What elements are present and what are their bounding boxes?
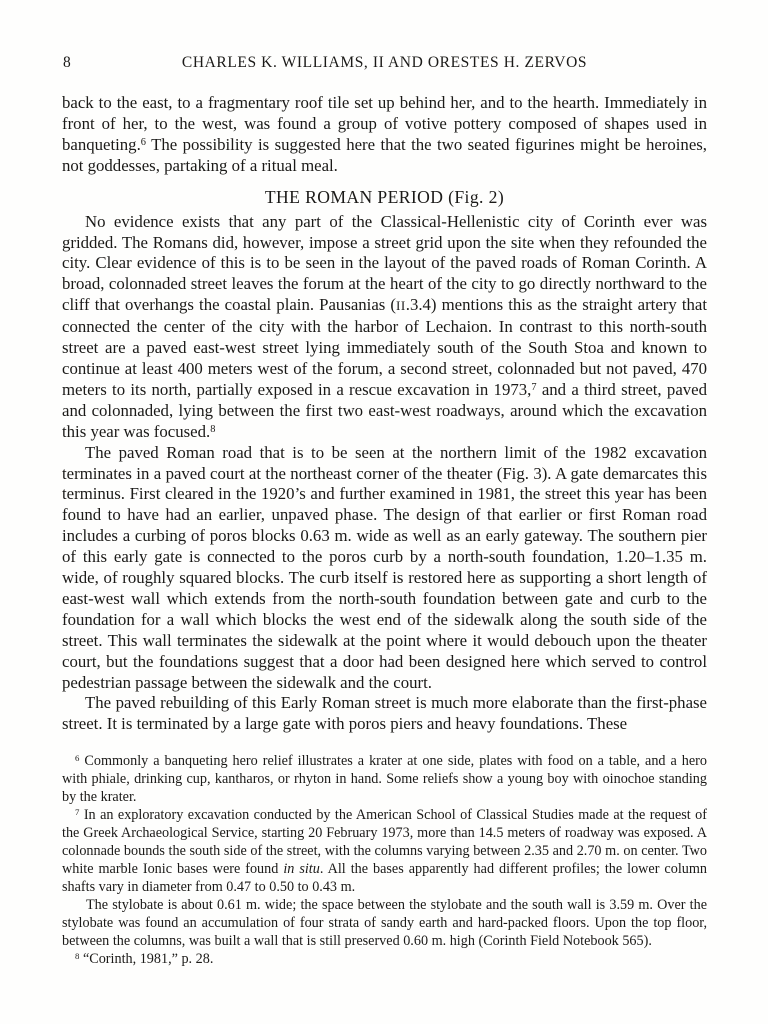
running-head: CHARLES K. WILLIAMS, II AND ORESTES H. ZERVOS xyxy=(181,54,588,71)
footnote-6-marker: 6 xyxy=(75,753,80,764)
paragraph-continuation xyxy=(62,93,707,177)
paragraph-paved-road: The paved Roman road that is to be seen at the northern limit of the 1982 excavation terminates in a paved court at the northeast corner of the theater (Fig. 3). A gate demarcates this terminus. First cleared in the 1920’s and further examined in 1981, the street this year has been found to have had an earlier, unpaved phase. The design of that earlier or first Roman road includes a curbing of poros blocks 0.63 m. wide as well as an early gateway. The southern pier of this early gate is connected to the poros curb by a north-south foundation, 1.20–1.35 m. wide, of roughly squared blocks. The curb itself is restored here as supporting a short length of east-west wall which extends from the north-south foundation between gate and curb to the foundation for a wall which blocks the west end of the sidewalk along the south side of the street. This wall terminates the sidewalk at the point where it would debouch upon the theater court, but the foundations suggest that a door had been designed here which served to control pedestrian passage between the sidewalk and the court. xyxy=(62,442,707,692)
page-header xyxy=(62,54,707,71)
text-column xyxy=(62,54,707,968)
footnote-8 xyxy=(62,950,707,968)
footnote-ref-6: 6 xyxy=(140,137,146,149)
footnote-8-marker: 8 xyxy=(75,951,80,962)
text-run: In an exploratory excavation conducted by the American School of Classical Studies made at the request of the Greek Archaeological Service, starting 20 February 1973, more than 14.5 meters of roadway was exposed. A colonnade bounds the south side of the street, with the columns varying between 2.35 and 2.70 m. on center. Two white marble Ionic bases were found xyxy=(62,807,707,878)
text-run: Commonly a banqueting hero relief illustrates a krater at one side, plates with food on a table, and a hero with phiale, drinking cup, kantharos, or rhyton in hand. Some reliefs show a young boy with oinochoe standing by the krater. xyxy=(62,753,707,806)
italic-phrase: in situ xyxy=(283,861,320,878)
page-number: 8 xyxy=(63,54,71,71)
text-run: No evidence exists that any part of the Classical-Hellenistic city of Corinth ever was gridded. The Romans did, however, impose a street grid upon the site when they refounded the city. Clear evidence of this is to be seen in the layout of the paved roads of Roman Corinth. A broad, colonnaded street leaves the forum at the heart of the city to go directly northward to the cliff that overhangs the coastal plain. Pausanias ( xyxy=(62,211,707,315)
text-run: . All the bases apparently had different profiles; the lower column shafts vary in diameter from 0.47 to 0.50 to 0.43 m. xyxy=(62,861,707,896)
footnote-6 xyxy=(62,752,707,806)
footnote-7-continued: The stylobate is about 0.61 m. wide; the space between the stylobate and the south wall is 3.59 m. Over the stylobate was found an accumulation of four strata of sandy earth and hard-packed floors. Upon the top floor, between the columns, was built a wall that is still preserved 0.60 m. high (Corinth Field Notebook 565). xyxy=(62,897,707,950)
footnote-ref-8: 8 xyxy=(210,424,216,436)
footnote-7-marker: 7 xyxy=(75,807,80,818)
section-heading: THE ROMAN PERIOD (Fig. 2) xyxy=(264,186,505,207)
text-run: and a third street, paved and colonnaded, lying between the first two east-west roadways, around which the excavation this year was focused. xyxy=(62,379,707,441)
text-run: The possibility is suggested here that the two seated figurines might be heroines, not goddesses, partaking of a ritual meal. xyxy=(62,134,707,175)
text-run: .3.4) mentions this as the straight artery that connected the center of the city with the harbor of Lechaion. In contrast to this north-south street are a paved east-west street lying immediately south of the South Stoa and known to continue at least 400 meters west of the forum, a second street, colonnaded but not paved, 470 meters to its north, partially exposed in a rescue excavation in 1973, xyxy=(62,295,707,399)
body-text xyxy=(62,93,707,735)
footnote-7 xyxy=(62,806,707,896)
text-run: “Corinth, 1981,” p. 28. xyxy=(79,951,214,968)
footnote-ref-7: 7 xyxy=(531,382,537,394)
footnotes-section xyxy=(62,752,707,968)
paragraph-paved-rebuilding: The paved rebuilding of this Early Roman street is much more elaborate than the first-phase street. It is terminated by a large gate with poros piers and heavy foundations. These xyxy=(62,693,707,734)
text-run: back to the east, to a fragmentary roof tile set up behind her, and to the hearth. Immediately in front of her, to the west, was found a group of votive pottery composed of shapes used in banqueting. xyxy=(62,93,707,154)
paragraph-roman-grid xyxy=(62,212,707,443)
small-caps-citation: II xyxy=(396,298,406,314)
